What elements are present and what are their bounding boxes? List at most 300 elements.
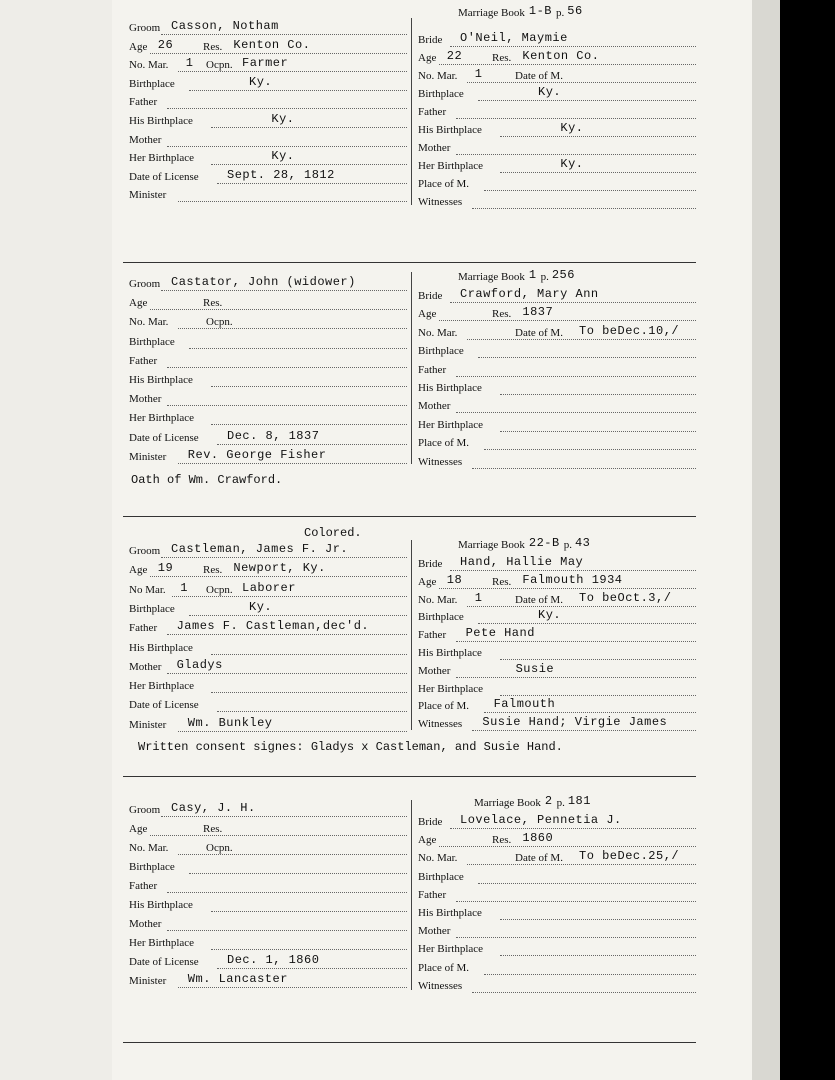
field-value: Susie Hand; Virgie James [482, 715, 668, 730]
dotted-leader [189, 861, 407, 874]
marriage-book-value: 22-B [528, 536, 560, 550]
field-label: Father [129, 96, 158, 109]
field-label: Age [129, 40, 148, 53]
page-label: p. [540, 271, 549, 283]
dotted-leader [189, 336, 407, 349]
groom-field [129, 680, 407, 696]
bride-field [418, 697, 696, 716]
groom-field [129, 316, 407, 332]
column-divider [411, 272, 412, 464]
bride-field [418, 907, 696, 923]
field-value: 1 [185, 56, 194, 71]
field-label: Mother [129, 393, 162, 406]
bride-field [418, 456, 696, 472]
groom-field [129, 428, 407, 448]
field-label-2: Res. [203, 40, 223, 53]
field-label: Mother [418, 400, 451, 413]
field-value: Susie [515, 661, 555, 676]
bride-field [418, 345, 696, 361]
field-label: No. Mar. [418, 593, 458, 606]
groom-field [129, 189, 407, 205]
field-label: Her Birthplace [418, 160, 484, 172]
groom-field [129, 74, 407, 94]
dotted-leader [167, 96, 407, 109]
field-value: 22 [446, 49, 463, 63]
bride-field [418, 121, 696, 140]
field-label: His Birthplace [418, 124, 482, 136]
dotted-leader [167, 880, 407, 893]
field-value-2: Kenton Co. [233, 37, 311, 52]
field-value: 18 [446, 572, 463, 587]
marriage-book-value: 1 [528, 268, 537, 282]
field-label: Birthplace [418, 345, 464, 358]
dotted-leader [456, 142, 696, 155]
field-value: Rev. George Fisher [187, 447, 327, 462]
dotted-leader [456, 665, 696, 678]
bride-field [418, 980, 696, 996]
groom-field [129, 134, 407, 150]
field-value: Gladys [176, 657, 223, 672]
field-label: Groom [129, 22, 161, 34]
field-label: His Birthplace [418, 382, 482, 394]
field-label: Mother [418, 925, 451, 938]
field-label: His Birthplace [418, 647, 482, 659]
field-value: 1 [474, 590, 483, 605]
record-separator [123, 516, 696, 517]
field-label: Witnesses [418, 455, 463, 468]
field-label: Date of License [129, 170, 199, 183]
bride-field [418, 626, 696, 645]
field-label: Place of M. [418, 961, 470, 974]
dotted-leader [484, 437, 696, 450]
page-value: 56 [567, 4, 583, 18]
bride-field [418, 196, 696, 212]
dotted-leader [167, 393, 407, 406]
record-separator [123, 1042, 696, 1043]
field-label: Place of M. [418, 700, 470, 713]
field-value: Pete Hand [465, 626, 535, 641]
bride-field [418, 178, 696, 194]
page-label: p. [556, 797, 565, 809]
field-label-2: Date of M. [515, 70, 563, 82]
field-label-2: Date of M. [515, 593, 563, 606]
marriage-book-value: 1-B [528, 4, 553, 18]
field-label: Age [129, 297, 148, 310]
groom-field [129, 336, 407, 352]
field-label-2: Res. [203, 564, 223, 577]
field-value: 1 [474, 67, 483, 81]
field-value: Ky. [538, 608, 562, 623]
dotted-leader [211, 680, 407, 693]
field-label-2: Date of M. [515, 852, 563, 865]
dotted-leader [456, 364, 696, 377]
dotted-leader [456, 400, 696, 413]
field-label: No. Mar. [418, 326, 458, 339]
field-label: Her Birthplace [129, 412, 195, 425]
field-label: Bride [418, 558, 443, 570]
bride-field [418, 106, 696, 122]
bride-field [418, 661, 696, 681]
field-label: Date of License [129, 431, 199, 444]
bride-field [418, 647, 696, 663]
bride-field [418, 831, 696, 850]
dotted-leader [439, 308, 696, 321]
field-value: Ky. [249, 599, 273, 614]
field-label: Bride [418, 34, 443, 46]
field-value-2: To beDec.10,/ [579, 323, 680, 338]
groom-field [129, 823, 407, 839]
field-label-2: Res. [492, 575, 512, 588]
dotted-leader [500, 419, 696, 432]
dotted-leader [500, 160, 696, 173]
dotted-leader [500, 647, 696, 660]
page-value: 43 [574, 536, 591, 550]
groom-field [129, 447, 407, 467]
groom-field [129, 355, 407, 371]
groom-field [129, 542, 407, 561]
groom-field [129, 619, 407, 638]
field-value-2: Falmouth 1934 [522, 572, 623, 587]
bride-field [418, 323, 696, 343]
dotted-leader [211, 152, 407, 165]
groom-field [129, 953, 407, 972]
field-value: Crawford, Mary Ann [460, 287, 599, 301]
dotted-leader [189, 78, 407, 91]
field-value: Hand, Hallie May [460, 555, 584, 569]
section-header: Colored. [304, 526, 362, 540]
field-value-2: Kenton Co. [522, 49, 600, 63]
field-value: Ky. [560, 121, 584, 135]
dotted-leader [211, 642, 407, 655]
field-label-2: Res. [203, 823, 223, 835]
bride-field [418, 962, 696, 978]
field-label: Minister [129, 450, 167, 463]
field-label: His Birthplace [418, 907, 482, 919]
groom-field [129, 972, 407, 991]
bride-field [418, 305, 696, 324]
field-label: No. Mar. [418, 70, 458, 82]
bride-field [418, 849, 696, 868]
marriage-book-label: Marriage Book [458, 539, 525, 551]
field-label: Her Birthplace [129, 680, 195, 693]
dotted-leader [150, 297, 407, 310]
left-margin [0, 0, 112, 1080]
field-label: Age [129, 823, 148, 835]
bride-field [418, 683, 696, 699]
field-value: Ky. [249, 74, 273, 89]
dotted-leader [478, 871, 696, 884]
groom-field [129, 861, 407, 877]
field-label: Birthplace [129, 861, 175, 873]
field-value: Falmouth [493, 697, 556, 712]
field-value: Sept. 28, 1812 [227, 167, 335, 182]
groom-field [129, 167, 407, 187]
field-value-2: Laborer [242, 580, 296, 595]
dotted-leader [478, 611, 696, 624]
bride-field [418, 889, 696, 905]
page-label: p. [556, 7, 565, 19]
bride-field [418, 419, 696, 435]
field-label-2: Date of M. [515, 326, 563, 339]
dotted-leader [500, 382, 696, 395]
field-value: 26 [157, 37, 174, 52]
field-value: Ky. [560, 157, 584, 171]
bride-field [418, 157, 696, 176]
dotted-leader [478, 88, 696, 101]
bride-field [418, 572, 696, 592]
field-value-2: Farmer [242, 56, 289, 71]
field-label: Place of M. [418, 178, 470, 190]
groom-field [129, 715, 407, 735]
dotted-leader [484, 178, 696, 191]
dotted-leader [472, 196, 696, 209]
dotted-leader [500, 124, 696, 137]
dotted-leader [439, 834, 696, 847]
dotted-leader [500, 943, 696, 956]
field-value: 1 [180, 580, 188, 595]
field-label: Bride [418, 290, 443, 302]
bride-field [418, 871, 696, 887]
bride-field [418, 400, 696, 416]
field-label: Date of License [129, 956, 199, 968]
column-divider [411, 540, 412, 730]
groom-field [129, 37, 407, 57]
bride-field [418, 49, 696, 68]
field-label: His Birthplace [129, 115, 193, 127]
field-label: Mother [418, 664, 451, 677]
dotted-leader [178, 189, 407, 202]
groom-field [129, 580, 407, 600]
marriage-book-label: Marriage Book [474, 797, 541, 809]
dotted-leader [472, 456, 696, 469]
field-label: His Birthplace [129, 374, 193, 386]
field-label: Birthplace [418, 88, 464, 100]
column-divider [411, 800, 412, 990]
record-separator [123, 262, 696, 263]
field-value-2: To beDec.25,/ [579, 849, 680, 864]
field-value-2: 1837 [522, 305, 554, 320]
field-label: Mother [129, 660, 162, 673]
page-value: 181 [567, 794, 591, 808]
bride-field [418, 382, 696, 398]
groom-field [129, 96, 407, 112]
dotted-leader [484, 962, 696, 975]
field-label: Her Birthplace [418, 418, 484, 431]
dotted-leader [211, 374, 407, 387]
field-label: Her Birthplace [129, 152, 195, 165]
groom-field [129, 56, 407, 75]
groom-field [129, 842, 407, 858]
field-label: Bride [418, 816, 443, 828]
field-value-2: 1860 [522, 831, 554, 846]
field-label: Age [418, 52, 437, 64]
field-label: Her Birthplace [129, 937, 195, 949]
bride-field [418, 364, 696, 380]
field-label: Witnesses [418, 979, 463, 992]
field-label: No. Mar. [418, 852, 458, 865]
dotted-leader [211, 115, 407, 128]
bride-field [418, 608, 696, 627]
dotted-leader [472, 980, 696, 993]
field-label: Age [418, 308, 437, 321]
marriage-book-ref [458, 270, 575, 284]
field-value: Castator, John (widower) [171, 275, 356, 289]
bride-field [418, 715, 696, 734]
field-label: Age [129, 564, 148, 577]
field-label: No. Mar. [129, 316, 169, 329]
field-label-2: Res. [492, 52, 512, 64]
record-separator [123, 776, 696, 777]
field-label: Father [418, 106, 447, 118]
dotted-leader [211, 412, 407, 425]
field-value: James F. Castleman,dec'd. [176, 619, 370, 634]
bride-field [418, 67, 696, 86]
marriage-book-value: 2 [544, 794, 553, 808]
field-label: Birthplace [418, 611, 464, 624]
field-label-2: Ocpn. [206, 583, 233, 596]
groom-field [129, 801, 407, 820]
dotted-leader [167, 918, 407, 931]
marriage-book-label: Marriage Book [458, 271, 525, 283]
field-label: Witnesses [418, 718, 463, 731]
field-value-2: To beOct.3,/ [579, 590, 672, 605]
marriage-book-ref [474, 796, 591, 810]
bride-field [418, 943, 696, 959]
dotted-leader [456, 925, 696, 938]
groom-field [129, 393, 407, 409]
bride-field [418, 813, 696, 832]
dotted-leader [500, 907, 696, 920]
groom-field [129, 412, 407, 428]
bride-field [418, 85, 696, 104]
field-value: Ky. [271, 112, 295, 126]
field-value: Dec. 8, 1837 [227, 428, 320, 443]
dotted-leader [478, 345, 696, 358]
field-label: His Birthplace [129, 641, 193, 654]
field-label-2: Ocpn. [206, 316, 233, 329]
dotted-leader [189, 603, 407, 616]
field-label-2: Ocpn. [206, 59, 233, 72]
field-label-2: Ocpn. [206, 842, 233, 854]
right-margin [752, 0, 780, 1080]
field-label: Birthplace [129, 335, 175, 348]
field-label-2: Res. [492, 308, 512, 321]
record-note: Written consent signes: Gladys x Castleman, and Susie Hand. [138, 740, 563, 754]
field-value: Wm. Lancaster [187, 972, 288, 986]
dotted-leader [456, 889, 696, 902]
field-label-2: Res. [203, 297, 223, 310]
groom-field [129, 642, 407, 658]
marriage-book-label: Marriage Book [458, 7, 525, 19]
field-label: Mother [129, 133, 162, 146]
field-label: Groom [129, 804, 161, 816]
field-label: Birthplace [129, 77, 175, 90]
field-label: No Mar. [129, 583, 166, 596]
field-label: Groom [129, 278, 161, 290]
dotted-leader [211, 937, 407, 950]
field-value: Castleman, James F. Jr. [171, 542, 349, 556]
field-value: Ky. [538, 85, 562, 99]
groom-field [129, 561, 407, 580]
field-label: Witnesses [418, 196, 463, 208]
groom-field [129, 699, 407, 715]
field-label: Date of License [129, 699, 199, 712]
field-value: 19 [157, 561, 174, 576]
groom-field [129, 112, 407, 131]
field-label: Her Birthplace [418, 682, 484, 695]
field-label: Father [418, 629, 447, 642]
field-label: Birthplace [418, 870, 464, 883]
field-label: Minister [129, 718, 167, 731]
field-label: Father [418, 363, 447, 376]
field-value: Dec. 1, 1860 [227, 953, 320, 967]
field-label: Age [418, 834, 437, 847]
bride-field [418, 31, 696, 50]
field-label: No. Mar. [129, 59, 169, 72]
dotted-leader [467, 70, 696, 83]
dotted-leader [211, 899, 407, 912]
field-label: Father [418, 888, 447, 901]
field-value: Wm. Bunkley [187, 715, 273, 730]
dotted-leader [456, 106, 696, 119]
field-value: Ky. [271, 149, 295, 164]
field-label: Mother [418, 142, 451, 154]
groom-field [129, 149, 407, 168]
groom-field [129, 899, 407, 915]
groom-field [129, 937, 407, 953]
bride-field [418, 287, 696, 306]
field-label: No. Mar. [129, 842, 169, 854]
field-label: Her Birthplace [418, 943, 484, 956]
bride-field [418, 142, 696, 158]
field-value: Casson, Notham [171, 19, 279, 33]
field-value: Casy, J. H. [171, 801, 256, 815]
page-value: 256 [551, 268, 575, 282]
field-value-2: Newport, Ky. [233, 561, 326, 576]
field-label: Mother [129, 918, 162, 930]
field-label: Minister [129, 189, 167, 202]
field-label: Place of M. [418, 437, 470, 450]
field-label: Father [129, 622, 158, 635]
field-label: Age [418, 575, 437, 588]
marriage-book-ref [458, 6, 583, 20]
field-label: Father [129, 880, 158, 892]
groom-field [129, 374, 407, 390]
column-divider [411, 18, 412, 205]
field-label: Father [129, 354, 158, 367]
dotted-leader [217, 699, 407, 712]
groom-field [129, 297, 407, 313]
field-label: Birthplace [129, 602, 175, 615]
dotted-leader [167, 134, 407, 147]
marriage-book-ref [458, 538, 590, 552]
field-label-2: Res. [492, 834, 512, 847]
bride-field [418, 590, 696, 610]
groom-field [129, 657, 407, 677]
bride-field [418, 925, 696, 941]
dotted-leader [150, 823, 407, 836]
field-label: Groom [129, 545, 161, 557]
groom-field [129, 918, 407, 934]
dotted-leader [167, 355, 407, 368]
field-value: Lovelace, Pennetia J. [460, 813, 622, 827]
bride-field [418, 555, 696, 574]
groom-field [129, 19, 407, 38]
groom-field [129, 275, 407, 294]
field-value: O'Neil, Maymie [460, 31, 568, 45]
record-note: Oath of Wm. Crawford. [131, 473, 283, 487]
groom-field [129, 880, 407, 896]
